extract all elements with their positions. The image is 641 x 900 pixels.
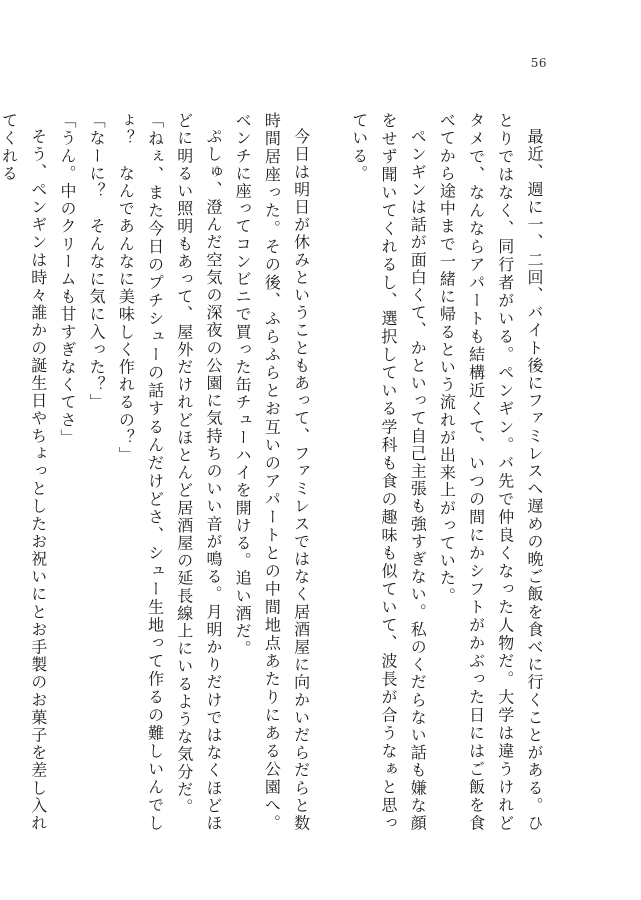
paragraph-5: そう、ペンギンは時々誰かの誕生日やちょっとしたお祝いにとお手製のお菓子を差し入れてくれる [0,112,48,832]
dialogue-1: 「ねぇ、また今日のプチシューの話するんだけどさ、シュー生地って作るの難しいんでしょ？ なんであんなに美味しく作れるの？」 [116,112,165,832]
page-number: 56 [530,56,547,70]
paragraph-3: 今日は明日が休みということもあって、ファミレスではなく居酒屋に向かいだらだらと数時間居座った。その後、ふらふらとお互いのアパートとの中間地点あたりにある公園へ。ベンチに座ってコンビニで買った缶チューハイを開ける。追い酒だ。 [233,112,311,832]
body-text [0,112,549,832]
blank-line [316,112,345,832]
paragraph-4: ぷしゅ、澄んだ空気の深夜の公園に気持ちのいい音が鳴る。月明かりだけではなくほどほどに明るい照明もあって、屋外だけれどほとんど居酒屋の延長線上にいるような気分だ。 [174,112,223,832]
paragraph-2: ペンギンは話が面白くて、かといって自己主張も強すぎない。私のくだらない話も嫌な顔をせず聞いてくれるし、選択している学科も食の趣味も似ていて、波長が合うなぁと思っている。 [349,112,428,832]
paragraph-1: 最近、週に一、二回、バイト後にファミレスへ遅めの晩ご飯を食べに行くことがある。ひとりではなく、同行者がいる。ペンギン。バ先で仲良くなった人物だ。大学は違うけれどタメで、なんならアパートも結構近くて、いつの間にかシフトがかぶった日にはご飯を食べてから途中まで一緒に帰るという流れが出来上がっていた。 [437,112,544,832]
dialogue-3: 「うん。中のクリームも甘すぎなくてさ」 [57,112,77,447]
dialogue-2: 「なーに？ そんなに気に入った？」 [87,112,107,412]
